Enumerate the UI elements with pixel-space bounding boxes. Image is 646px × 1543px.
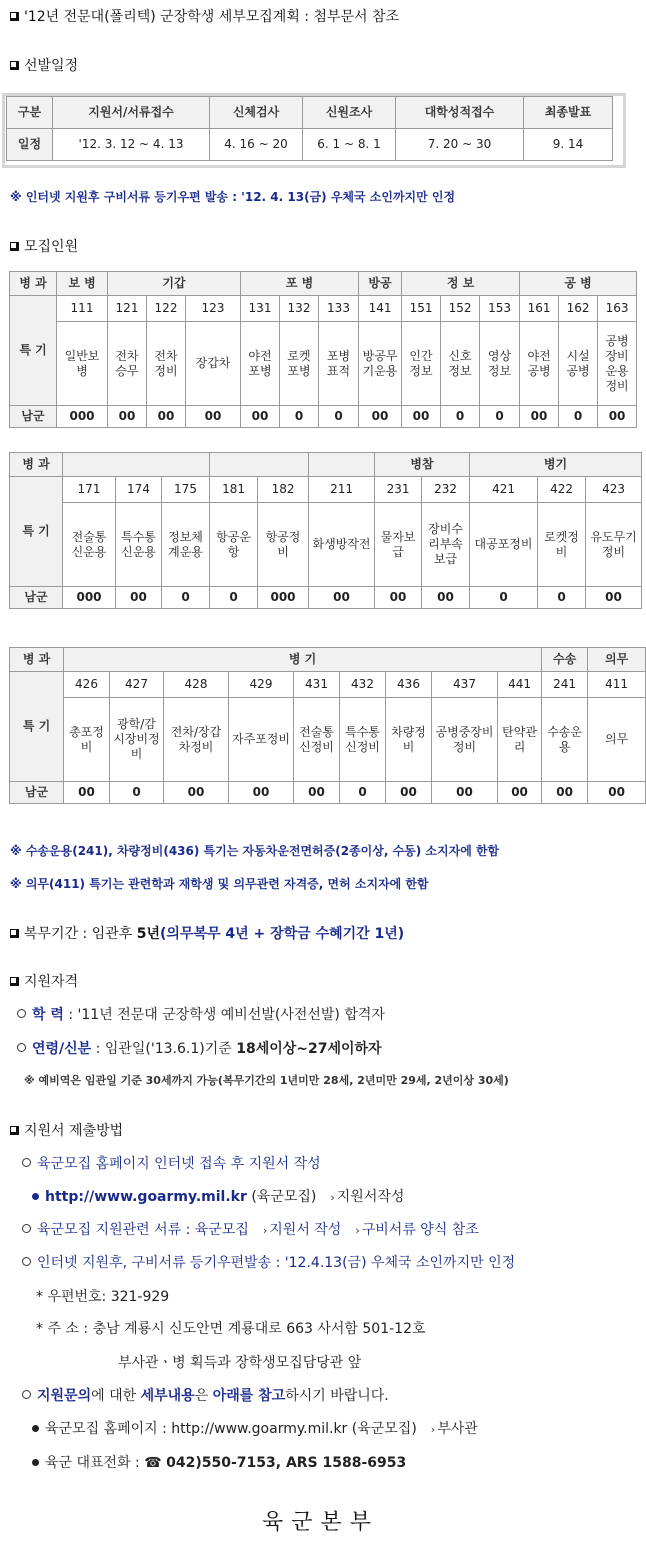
special-row-label: 특 기 [10,672,64,782]
branch-row [10,272,637,296]
schedule-header-cell: 지원서/서류접수 [53,97,210,129]
specialty-code-cell: 181 [210,477,258,503]
count-cell: 00 [116,587,162,609]
branch-cell: 보 병 [57,272,108,296]
schedule-header-cell: 신원조사 [303,97,396,129]
specialty-code-cell: 161 [520,296,559,322]
specialty-code-cell: 241 [542,672,588,698]
dot-bullet-icon [32,1459,39,1466]
homepage-link[interactable]: 육군모집 홈페이지 : http://www.goarmy.mil.kr (육군모집) [45,1421,417,1437]
count-cell: 00 [432,782,498,804]
specialty-code-cell: 171 [63,477,116,503]
specialty-name-cell: 특수통신운용 [116,503,162,587]
checkbox-bullet-icon [10,12,19,21]
branch-cell: 병 기 [64,648,542,672]
count-cell: 00 [520,406,559,428]
specialty-code-cell: 211 [309,477,375,503]
count-cell: 00 [294,782,340,804]
branch-cell: 공 병 [520,272,637,296]
count-cell: 0 [441,406,480,428]
count-cell: 000 [63,587,116,609]
count-cell: 0 [538,587,586,609]
branch-row-label: 병 과 [10,453,63,477]
recruit-table-3 [9,647,646,804]
branch-row-label: 병 과 [10,648,64,672]
specialty-name-cell: 전술통신운용 [63,503,116,587]
note-transport: ※ 수송운용(241), 차량정비(436) 특기는 자동차운전면허증(2종이상, 수동) 소지자에 한함 [10,844,500,858]
specialty-code-cell: 123 [186,296,241,322]
inquiry-line: 지원문의에 대한 세부내용은 아래를 참고하시기 바랍니다. [22,1385,389,1405]
branch-cell: 병참 [375,453,470,477]
documents-form-link[interactable]: 구비서류 양식 참조 [361,1222,479,1238]
qualification-age: 연령/신분 : 임관일('13.6.1)기준 18세이상~27세이하자 [17,1038,382,1058]
code-row [10,477,642,503]
page-title: '12년 전문대(폴리텍) 군장학생 세부모집계획 : 첨부문서 참조 [10,6,399,26]
specialty-name-cell: 정보체계운용 [162,503,210,587]
branch-row [10,648,646,672]
count-cell: 00 [402,406,441,428]
specialty-code-cell: 141 [359,296,402,322]
apply-form-link[interactable]: 지원서 작성 [269,1222,342,1238]
note-registered-mail: ※ 인터넷 지원후 구비서류 등기우편 발송 : '12. 4. 13(금) 우체국 소인까지만 인정 [10,190,456,204]
count-cell: 00 [375,587,422,609]
specialty-name-cell: 야전공병 [520,322,559,406]
specialty-name-cell: 의무 [588,698,646,782]
homepage-line [32,1418,478,1438]
count-cell: 00 [386,782,432,804]
specialty-name-cell: 포병표적 [319,322,359,406]
recruit-table-1 [9,271,637,428]
circle-bullet-icon [22,1224,31,1233]
male-row-label: 남군 [10,406,57,428]
specialty-name-cell: 화생방작전 [309,503,375,587]
count-cell: 000 [258,587,309,609]
service-period: 복무기간 : 임관후 5년(의무복무 4년 + 장학금 수혜기간 1년) [10,923,404,943]
address-line-1: * 주 소 : 충남 계룡시 신도안면 계룡대로 663 사서함 501-12호 [36,1321,426,1337]
submission-heading: 지원서 제출방법 [10,1120,123,1140]
specialty-code-cell: 182 [258,477,309,503]
specialty-code-cell: 431 [294,672,340,698]
reserve-note: ※ 예비역은 임관일 기준 30세까지 가능(복무기간의 1년미만 28세, 2년미만 29세, 2년이상 30세) [24,1074,509,1087]
specialty-code-cell: 437 [432,672,498,698]
nco-link[interactable]: 부사관 [437,1421,478,1437]
phone-icon: ☎ [144,1455,162,1471]
branch-cell: 수송 [542,648,588,672]
count-cell: 0 [162,587,210,609]
recruit-table-2 [9,452,642,609]
specialty-name-row [10,503,642,587]
specialty-code-cell: 421 [470,477,538,503]
male-count-row [10,587,642,609]
branch-row-label: 병 과 [10,272,57,296]
checkbox-bullet-icon [10,242,19,251]
postal-code: * 우편번호: 321-929 [36,1289,170,1305]
specialty-name-cell: 일반보병 [57,322,108,406]
specialty-name-cell: 항공정비 [258,503,309,587]
count-cell: 00 [108,406,147,428]
count-cell: 0 [110,782,164,804]
submission-url-line: http://www.goarmy.mil.kr (육군모집) › 지원서작성 [32,1186,404,1206]
specialty-code-cell: 232 [422,477,470,503]
schedule-header-cell: 대학성적접수 [396,97,524,129]
specialty-name-cell: 장갑차 [186,322,241,406]
schedule-cell: 9. 14 [524,129,613,161]
specialty-code-cell: 152 [441,296,480,322]
specialty-code-cell: 422 [538,477,586,503]
specialty-code-cell: 429 [229,672,294,698]
specialty-code-cell: 151 [402,296,441,322]
specialty-name-cell: 물자보급 [375,503,422,587]
count-cell: 00 [359,406,402,428]
specialty-code-cell: 174 [116,477,162,503]
branch-cell: 기갑 [108,272,241,296]
footer-org: 육군본부 [262,1510,380,1535]
code-row [10,296,637,322]
specialty-name-row [10,698,646,782]
circle-bullet-icon [17,1009,26,1018]
male-row-label: 남군 [10,587,63,609]
count-cell: 00 [186,406,241,428]
count-cell: 00 [598,406,637,428]
specialty-name-cell: 총포정비 [64,698,110,782]
specialty-name-cell: 수송운용 [542,698,588,782]
count-cell: 00 [498,782,542,804]
specialty-code-cell: 131 [241,296,280,322]
count-cell: 0 [470,587,538,609]
count-cell: 0 [280,406,319,428]
branch-cell [210,453,309,477]
specialty-name-cell: 전차정비 [147,322,186,406]
dot-bullet-icon [32,1193,39,1200]
specialty-code-cell: 432 [340,672,386,698]
count-cell: 00 [241,406,280,428]
schedule-header-cell: 신체검사 [210,97,303,129]
phone-line: 육군 대표전화 : ☎ 042)550-7153, ARS 1588-6953 [32,1452,406,1472]
schedule-table [6,96,613,161]
arrow-icon: › [430,1423,436,1436]
specialty-name-cell: 항공운항 [210,503,258,587]
goarmy-link[interactable]: http://www.goarmy.mil.kr [45,1189,247,1205]
specialty-name-cell: 로켓포병 [280,322,319,406]
count-cell: 0 [210,587,258,609]
branch-cell [309,453,375,477]
specialty-name-cell: 전차/장갑차정비 [164,698,229,782]
submission-item-3: 인터넷 지원후, 구비서류 등기우편발송 : '12.4.13(금) 우체국 소인까지만 인정 [22,1252,515,1272]
specialty-name-cell: 자주포정비 [229,698,294,782]
schedule-header-row [7,97,613,129]
circle-bullet-icon [17,1043,26,1052]
branch-cell: 방공 [359,272,402,296]
specialty-name-row [10,322,637,406]
arrow-icon: › [330,1191,335,1204]
qualification-heading: 지원자격 [10,971,78,991]
count-cell: 00 [64,782,110,804]
specialty-name-cell: 광학/감시장비정비 [110,698,164,782]
count-cell: 00 [586,587,642,609]
specialty-code-cell: 133 [319,296,359,322]
checkbox-bullet-icon [10,61,19,70]
address-line-2: 부사관ㆍ병 획득과 장학생모집담당관 앞 [118,1355,362,1371]
submission-item-1: 육군모집 홈페이지 인터넷 접속 후 지원서 작성 [22,1153,321,1173]
specialty-code-cell: 162 [559,296,598,322]
male-count-row [10,406,637,428]
specialty-name-cell: 인간정보 [402,322,441,406]
specialty-code-cell: 423 [586,477,642,503]
specialty-name-cell: 유도무기정비 [586,503,642,587]
checkbox-bullet-icon [10,929,19,938]
special-row-label: 특 기 [10,296,57,406]
count-cell: 000 [57,406,108,428]
specialty-name-cell: 장비수리부속보급 [422,503,470,587]
branch-cell [63,453,210,477]
apply-link[interactable]: 지원서작성 [336,1189,405,1205]
specialty-name-cell: 야전포병 [241,322,280,406]
count-cell: 0 [559,406,598,428]
schedule-heading: 선발일정 [10,55,78,75]
arrow-icon: › [355,1224,360,1237]
specialty-code-cell: 132 [280,296,319,322]
recruit-heading: 모집인원 [10,236,78,256]
count-cell: 00 [309,587,375,609]
code-row [10,672,646,698]
specialty-name-cell: 탄약관리 [498,698,542,782]
specialty-code-cell: 163 [598,296,637,322]
specialty-code-cell: 436 [386,672,432,698]
specialty-code-cell: 428 [164,672,229,698]
branch-cell: 병기 [470,453,642,477]
specialty-code-cell: 441 [498,672,542,698]
schedule-value-row [7,129,613,161]
specialty-name-cell: 대공포정비 [470,503,538,587]
schedule-header-cell: 최종발표 [524,97,613,129]
specialty-code-cell: 175 [162,477,210,503]
count-cell: 00 [147,406,186,428]
specialty-name-cell: 전차승무 [108,322,147,406]
schedule-cell: 6. 1 ~ 8. 1 [303,129,396,161]
specialty-name-cell: 로켓정비 [538,503,586,587]
specialty-name-cell: 공병중장비정비 [432,698,498,782]
specialty-name-cell: 특수통신정비 [340,698,386,782]
schedule-cell: '12. 3. 12 ~ 4. 13 [53,129,210,161]
submission-item-2: 육군모집 지원관련 서류 : 육군모집 › 지원서 작성 › 구비서류 양식 참조 [22,1219,479,1239]
count-cell: 0 [340,782,386,804]
specialty-code-cell: 122 [147,296,186,322]
schedule-header-cell: 구분 [7,97,53,129]
circle-bullet-icon [22,1257,31,1266]
count-cell: 00 [588,782,646,804]
schedule-cell: 7. 20 ~ 30 [396,129,524,161]
qualification-education: 학 력 : '11년 전문대 군장학생 예비선발(사전선발) 합격자 [17,1004,385,1024]
circle-bullet-icon [22,1158,31,1167]
branch-cell: 의무 [588,648,646,672]
specialty-name-cell: 시설공병 [559,322,598,406]
special-row-label: 특 기 [10,477,63,587]
branch-cell: 포 병 [241,272,359,296]
count-cell: 00 [229,782,294,804]
specialty-name-cell: 신호정보 [441,322,480,406]
schedule-cell: 4. 16 ~ 20 [210,129,303,161]
specialty-name-cell: 전술통신정비 [294,698,340,782]
specialty-code-cell: 427 [110,672,164,698]
specialty-code-cell: 111 [57,296,108,322]
count-cell: 0 [319,406,359,428]
branch-cell: 정 보 [402,272,520,296]
specialty-code-cell: 121 [108,296,147,322]
circle-bullet-icon [22,1390,31,1399]
male-row-label: 남군 [10,782,64,804]
male-count-row [10,782,646,804]
arrow-icon: › [262,1224,268,1237]
count-cell: 0 [480,406,520,428]
specialty-code-cell: 153 [480,296,520,322]
specialty-name-cell: 차량정비 [386,698,432,782]
count-cell: 00 [422,587,470,609]
checkbox-bullet-icon [10,977,19,986]
specialty-name-cell: 영상정보 [480,322,520,406]
schedule-row-label: 일정 [7,129,53,161]
count-cell: 00 [542,782,588,804]
specialty-name-cell: 공병장비운용정비 [598,322,637,406]
count-cell: 00 [164,782,229,804]
checkbox-bullet-icon [10,1126,19,1135]
dot-bullet-icon [32,1425,39,1432]
specialty-code-cell: 411 [588,672,646,698]
specialty-name-cell: 방공무기운용 [359,322,402,406]
branch-row [10,453,642,477]
specialty-code-cell: 426 [64,672,110,698]
specialty-code-cell: 231 [375,477,422,503]
note-medical: ※ 의무(411) 특기는 관련학과 재학생 및 의무관련 자격증, 면허 소지자에 한함 [10,877,429,891]
